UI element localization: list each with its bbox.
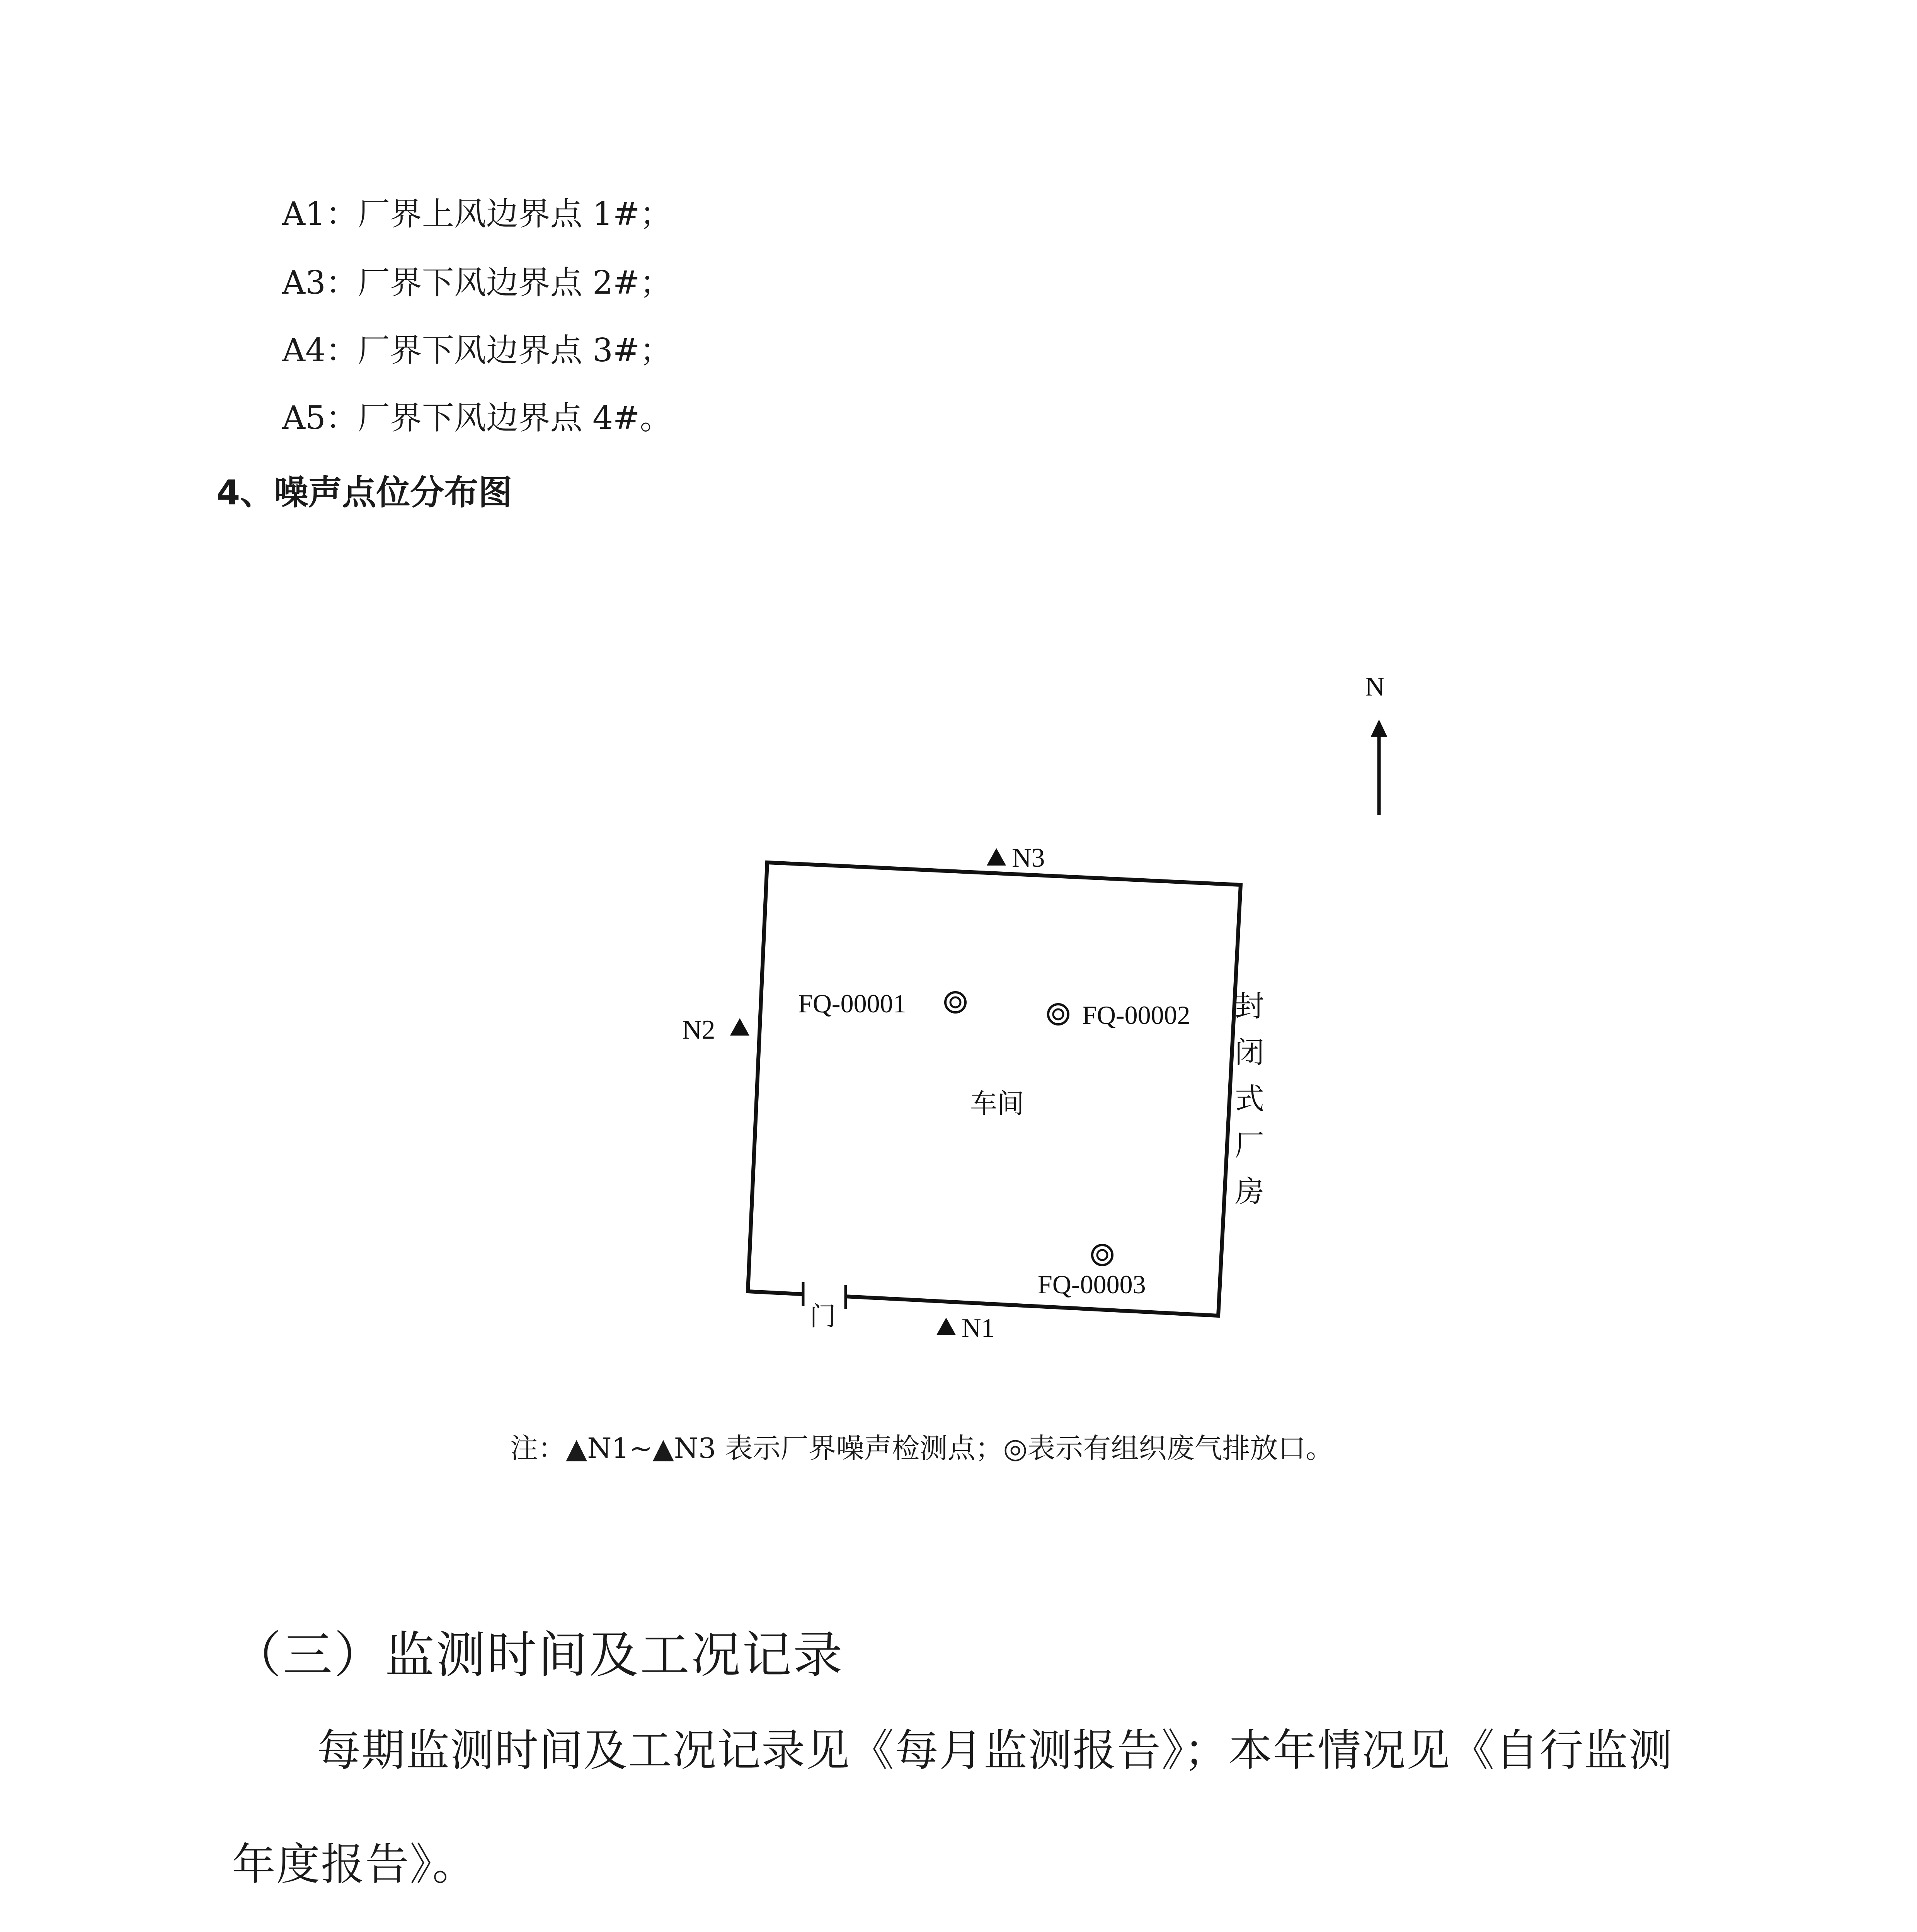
- side-building-char-2: 闭: [1235, 1035, 1264, 1070]
- section-4-title: [232, 1922, 844, 1932]
- air-point-a1: A1：厂界上风边界点 1#；: [282, 195, 672, 233]
- workshop-label: 车间: [970, 1088, 1024, 1119]
- fq3-outlet-icon: [1092, 1245, 1112, 1265]
- section-3-title: （三）监测时间及工况记录: [232, 1626, 844, 1684]
- n3-label: N3: [1012, 843, 1045, 873]
- n1-marker-icon: [936, 1318, 956, 1335]
- noise-heading: 4、噪声点位分布图: [216, 473, 512, 512]
- side-building-char-1: 封: [1235, 989, 1264, 1023]
- fq1-outlet-icon: [945, 992, 965, 1012]
- air-point-a5: A5：厂界下风边界点 4#。: [282, 399, 672, 437]
- n3-marker-icon: [987, 848, 1006, 866]
- fq3-label: FQ-00003: [1038, 1270, 1146, 1299]
- n2-label: N2: [682, 1015, 715, 1045]
- air-point-a4: A4：厂界下风边界点 3#；: [282, 332, 672, 369]
- diagram-note: 注：▲N1~▲N3 表示厂界噪声检测点；◎表示有组织废气排放口。: [510, 1432, 1334, 1464]
- fq2-outlet-icon: [1048, 1004, 1068, 1024]
- fq2-label: FQ-00002: [1082, 1000, 1190, 1030]
- north-arrow-icon: [1371, 719, 1388, 815]
- n1-label: N1: [962, 1313, 995, 1343]
- side-building-char-5: 房: [1235, 1174, 1264, 1209]
- door-label: 门: [810, 1301, 836, 1332]
- section-3-para-line1: 每期监测时间及工况记录见《每月监测报告》；本年情况见《自行监测: [317, 1725, 1673, 1776]
- north-label: N: [1365, 672, 1385, 702]
- air-point-a3: A3：厂界下风边界点 2#；: [282, 264, 672, 301]
- side-building-char-3: 式: [1235, 1082, 1264, 1116]
- side-building-char-4: 厂: [1235, 1128, 1264, 1162]
- n2-marker-icon: [730, 1018, 749, 1036]
- section-3-para-line2: 年度报告》。: [232, 1839, 477, 1890]
- fq1-label: FQ-00001: [798, 989, 906, 1018]
